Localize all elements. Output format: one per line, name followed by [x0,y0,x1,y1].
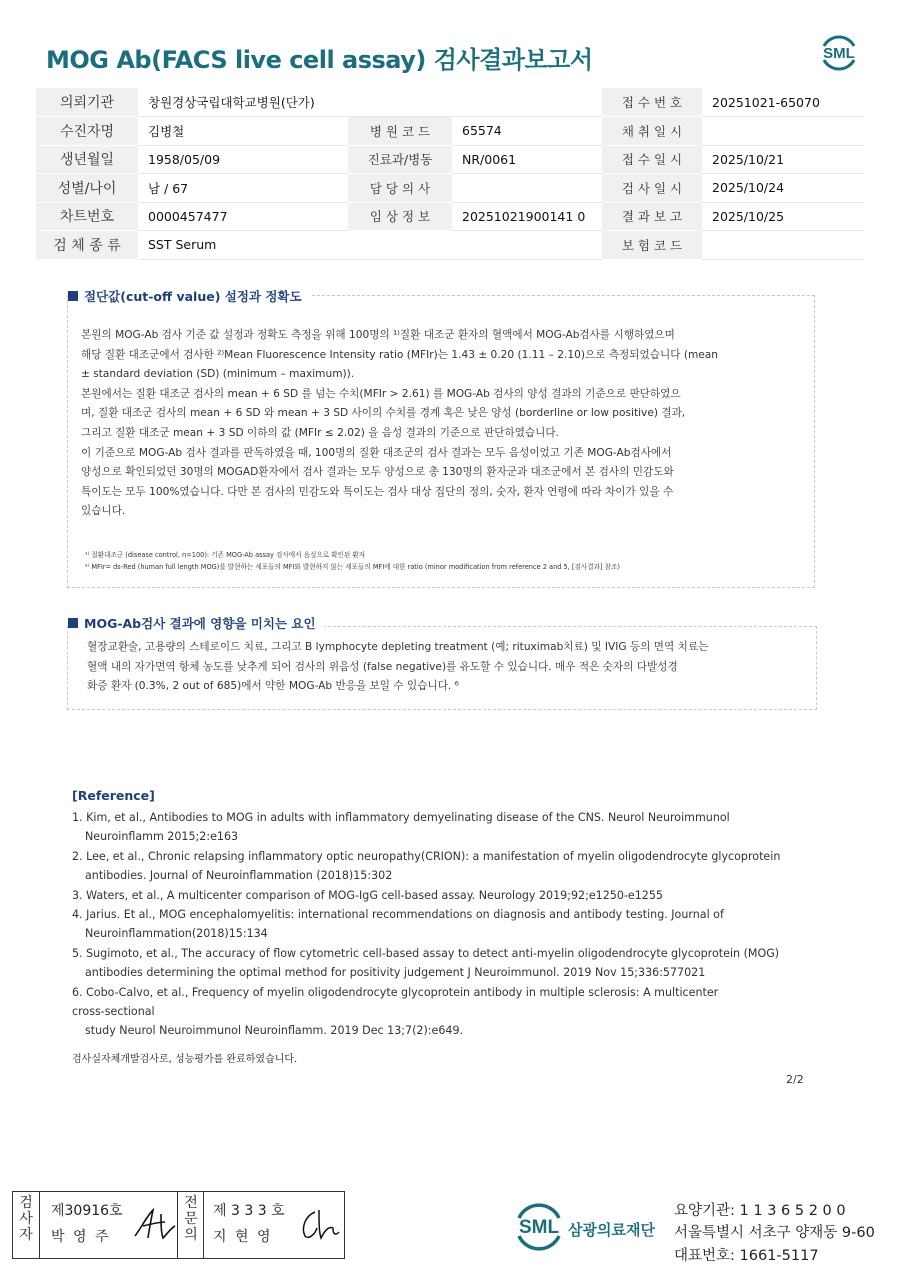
factors-paragraph [87,638,815,697]
specialist-label: 전문의 [184,1195,198,1243]
patient-info-table [36,88,864,260]
reference-line: 5. Sugimoto, et al., The accuracy of flow cytometric cell-based assay to detect anti-myelin oligodendrocyte glycoprotein (MOG) [72,946,780,960]
info-value [702,231,864,260]
specialist-signature [297,1206,341,1244]
info-value [452,88,602,117]
report-title: MOG Ab(FACS live cell assay) 검사결과보고서 [46,46,593,74]
reference-line: antibodies determining the optimal method for positivity judgement J Neuroimmunol. 2019 Nov 15;336:577021 [85,966,706,980]
paragraph-line: 본원의 MOG-Ab 검사 기준 값 설정과 정확도 측정을 위해 100명의 ¹⁾질환 대조군 환자의 혈액에서 MOG-Ab검사를 시행하였으며 [81,329,675,341]
institution-phone: 대표번호: 1661-5117 [674,1248,819,1264]
paragraph-line: 며, 질환 대조군 검사의 mean + 6 SD 와 mean + 3 SD 사이의 수치를 경계 혹은 낮은 양성 (borderline or low positive) 결과, [81,407,686,420]
info-label: 보 험 코 드 [602,231,702,260]
reference-line: Neuroinflamm 2015;2:e163 [85,830,239,844]
info-label: 채 취 일 시 [602,117,702,146]
info-label: 결 과 보 고 [602,202,702,231]
specialist-name: 지 현 영 [213,1229,273,1245]
examiner-signature [131,1204,179,1244]
reference-list [72,808,832,1041]
factors-section-heading: MOG-Ab검사 결과에 영향을 미치는 요인 [68,614,324,632]
sml-foundation-logo [511,1198,567,1254]
paragraph-line: 특이도는 모두 100%였습니다. 다만 본 검사의 민감도와 특이도는 검사 대상 집단의 정의, 숫자, 환자 연령에 따라 차이가 있을 수 [81,485,674,498]
info-value: 2025/10/24 [702,174,864,203]
info-value [702,117,864,146]
info-label: 접 수 일 시 [602,145,702,174]
info-label: 병 원 코 드 [348,117,452,146]
paragraph-line: 혈액 내의 자가면역 항체 농도를 낮추게 되어 검사의 위음성 (false negative)를 유도할 수 있습니다. 매우 적은 숫자의 다발성경 [87,660,678,673]
info-value: SST Serum [138,231,348,260]
examiner-license: 제30916호 [51,1203,123,1219]
square-bullet-icon [68,618,78,628]
reference-line: antibodies. Journal of Neuroinflammation (2018)15:302 [85,869,393,883]
info-label: 차트번호 [36,202,138,231]
info-label [348,231,452,260]
paragraph-line: 본원에서는 질환 대조군 검사의 mean + 6 SD 를 넘는 수치(MFIr > 2.61) 를 MOG-Ab 검사의 양성 결과의 기준으로 판단하였으 [81,387,681,400]
info-label: 접 수 번 호 [602,88,702,117]
reference-line: Neuroinflammation(2018)15:134 [85,927,268,941]
info-value: 창원경상국립대학교병원(단가) [138,88,348,117]
info-row [36,174,864,203]
info-row [36,117,864,146]
info-row [36,202,864,231]
info-label: 임 상 정 보 [348,202,452,231]
institution-code: 요양기관: 1 1 3 6 5 2 0 0 [674,1203,846,1219]
institution-address: 서울특별시 서초구 양재동 9-60 [674,1225,875,1241]
info-value: 20251021900141 0 [452,202,602,231]
info-label: 생년월일 [36,145,138,174]
info-value: 남 / 67 [138,174,348,203]
reference-line: study Neurol Neuroimmunol Neuroinflamm. 2019 Dec 13;7(2):e649. [85,1024,464,1038]
paragraph-line: 혈장교환술, 고용량의 스테로이드 치료, 그리고 B lymphocyte depleting treatment (예; rituximab치료) 및 IVIG 등의 면역 치료는 [87,641,709,653]
info-label: 담 당 의 사 [348,174,452,203]
reference-heading: [Reference] [72,788,155,803]
info-row [36,88,864,117]
cutoff-footnote-1: ¹⁾ 질환대조군 (disease control, n=100): 기존 MOG-Ab assay 검사에서 음성으로 확인된 환자 [85,551,366,559]
info-value: 20251021-65070 [702,88,864,117]
info-value: 1958/05/09 [138,145,348,174]
paragraph-line: 그리고 질환 대조군 mean + 3 SD 이하의 값 (MFIr ≤ 2.02) 을 음성 결과의 기준으로 판단하였습니다. [81,426,560,439]
info-value: 65574 [452,117,602,146]
info-value: 김병철 [138,117,348,146]
info-value: NR/0061 [452,145,602,174]
foundation-name: 삼광의료재단 [568,1221,655,1239]
examiner-name: 박 영 주 [51,1229,111,1245]
reference-line: 6. Cobo-Calvo, et al., Frequency of myelin oligodendrocyte glycoprotein antibody in multiple sclerosis: A multicenter [72,985,719,999]
info-value [452,231,602,260]
paragraph-line: 해당 질환 대조군에서 검사한 ²⁾Mean Fluorescence Intensity ratio (MFIr)는 1.43 ± 0.20 (1.11 – 2.10)으로 측정되었습니다 (mean [81,348,718,361]
info-label: 검 사 일 시 [602,174,702,203]
info-label [348,88,452,117]
square-bullet-icon [68,291,78,301]
info-label: 검 체 종 류 [36,231,138,260]
cutoff-footnote-2: ²⁾ MFIr= ds-Red (human full length MOG)를 발현하는 세포들의 MFI와 발현하지 않는 세포들의 MFI에 대한 ratio (minor modification from reference 2 and 5, [검사결과] 참조) [85,563,620,571]
reference-line: 4. Jarius. Et al., MOG encephalomyelitis: international recommendations on diagnosis and antibody testing. Journal of [72,908,724,922]
sml-logo [816,30,862,76]
info-row [36,145,864,174]
paragraph-line: ± standard deviation (SD) (minimum – maximum)). [81,368,355,381]
reference-line: 3. Waters, et al., A multicenter comparison of MOG-IgG cell-based assay. Neurology 2019;92;e1250-e1255 [72,888,663,902]
info-label: 수진자명 [36,117,138,146]
signature-box [12,1191,345,1259]
paragraph-line: 있습니다. [81,505,126,518]
svg-text:SML: SML [518,1217,560,1238]
paragraph-line: 화증 환자 (0.3%, 2 out of 685)에서 약한 MOG-Ab 반응을 보일 수 있습니다. ⁶ [87,680,459,693]
page-number: 2/2 [786,1073,804,1086]
info-value: 2025/10/21 [702,145,864,174]
paragraph-line: 양성으로 확인되었던 30명의 MOGAD환자에서 검사 결과는 모두 양성으로 총 130명의 환자군과 대조군에서 본 검사의 민감도와 [81,466,674,479]
info-value [452,174,602,203]
info-label: 성별/나이 [36,174,138,203]
validation-note: 검사실자체개발검사로, 성능평가를 완료하였습니다. [72,1054,298,1065]
cutoff-section-heading: 절단값(cut-off value) 설정과 정확도 [68,287,310,305]
info-label: 의뢰기관 [36,88,138,117]
specialist-license: 제 3 3 3 호 [213,1203,285,1219]
info-label: 진료과/병동 [348,145,452,174]
info-value: 2025/10/25 [702,202,864,231]
reference-line: cross-sectional [72,1005,155,1019]
cutoff-paragraph [81,326,811,522]
info-row [36,231,864,260]
examiner-label: 검사자 [19,1195,33,1243]
info-value: 0000457477 [138,202,348,231]
reference-line: 2. Lee, et al., Chronic relapsing inflammatory optic neuropathy(CRION): a manifestation of myelin oligodendrocyte glycoprotein [72,849,781,863]
reference-line: 1. Kim, et al., Antibodies to MOG in adults with inflammatory demyelinating disease of the CNS. Neurol Neuroimmunol [72,811,730,824]
svg-text:SML: SML [823,45,855,62]
paragraph-line: 이 기준으로 MOG-Ab 검사 결과를 판독하였을 때, 100명의 질환 대조군의 검사 결과는 모두 음성이었고 기존 MOG-Ab검사에서 [81,446,672,459]
